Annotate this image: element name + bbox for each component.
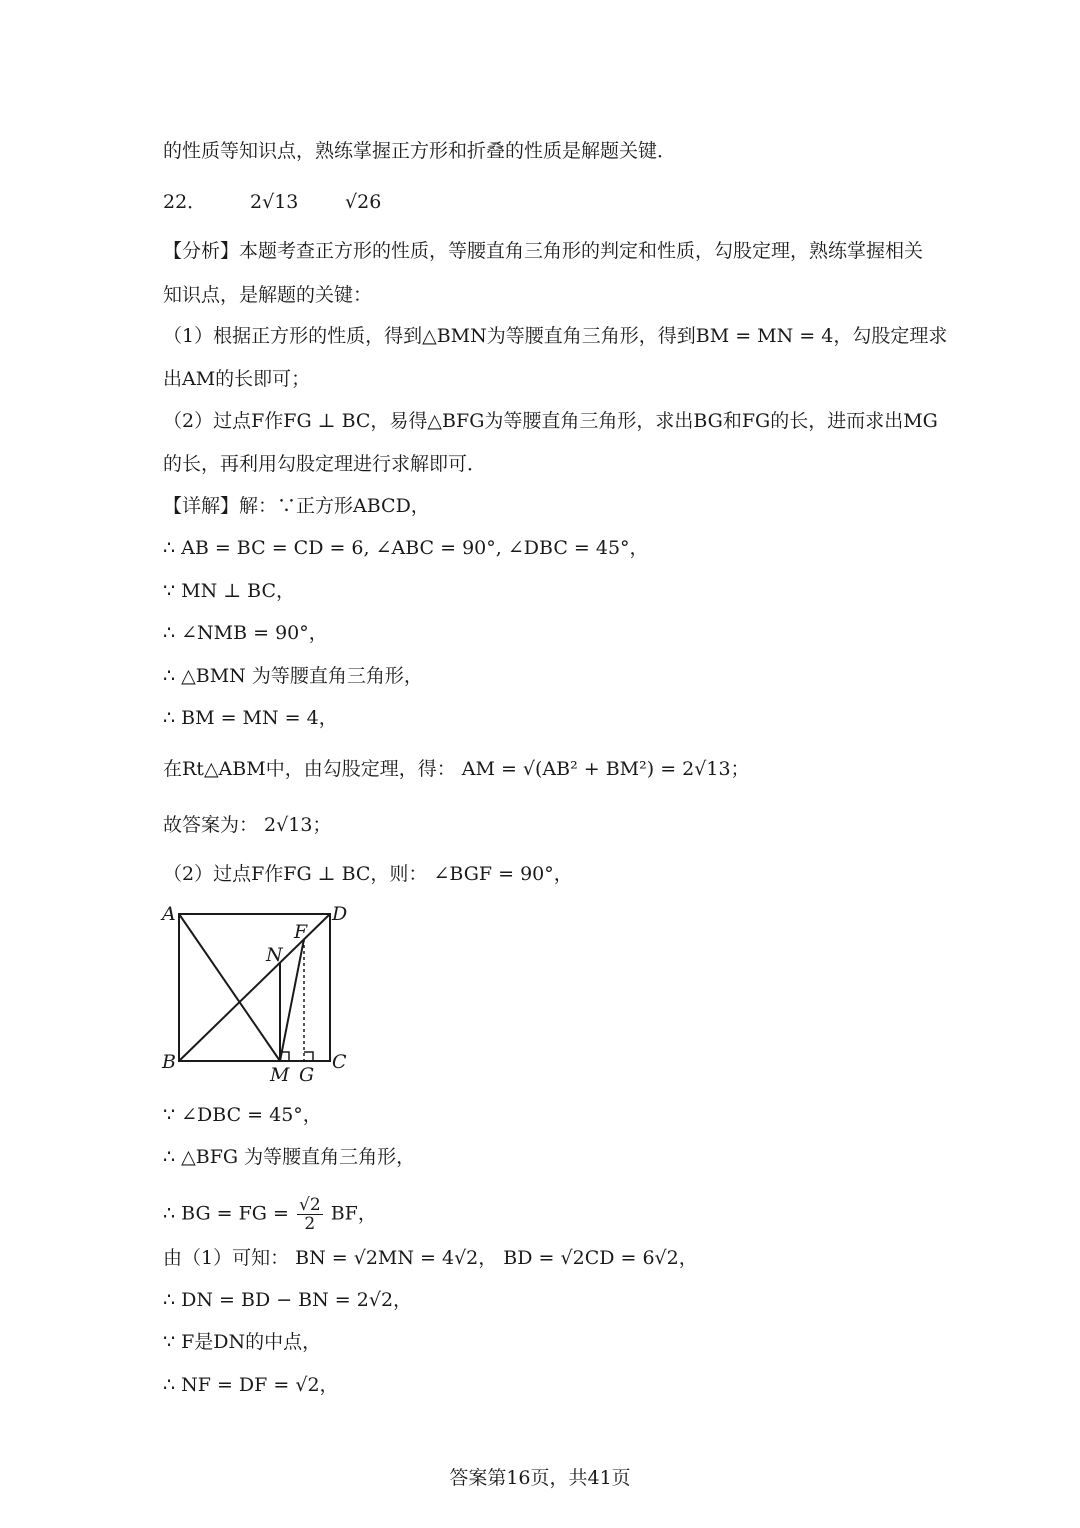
answer-1: 2√13 bbox=[250, 191, 299, 213]
math-line: ∵ ∠DBC = 45°， bbox=[163, 1104, 322, 1126]
math-line-fraction bbox=[163, 1196, 377, 1233]
segment-mf bbox=[280, 939, 304, 1061]
text-line: 的性质等知识点，熟练掌握正方形和折叠的性质是解题关键． bbox=[163, 140, 677, 162]
label-a: A bbox=[162, 903, 176, 925]
text-line: （1）根据正方形的性质，得到△BMN为等腰直角三角形，得到BM = MN = 4，勾股定理求 bbox=[163, 325, 948, 347]
question-number: 22． bbox=[163, 191, 207, 213]
label-b: B bbox=[162, 1051, 176, 1073]
math-line: （2）过点F作FG ⊥ BC，则： ∠BGF = 90°， bbox=[163, 863, 573, 885]
math-line: 在Rt△ABM中，由勾股定理，得： AM = √(AB² + BM²) = 2√13； bbox=[163, 758, 750, 780]
math-line: ∴ DN = BD − BN = 2√2， bbox=[163, 1289, 413, 1311]
math-line: ∴ NF = DF = √2， bbox=[163, 1374, 339, 1396]
math-line: ∵ F是DN的中点， bbox=[163, 1331, 322, 1353]
square-diagram bbox=[158, 898, 358, 1088]
page-footer: 答案第16页，共41页 bbox=[449, 1467, 631, 1489]
math-line: ∴ △BFG 为等腰直角三角形， bbox=[163, 1146, 416, 1168]
label-g: G bbox=[299, 1064, 315, 1086]
math-line: ∴ ∠NMB = 90°， bbox=[163, 622, 328, 644]
label-c: C bbox=[332, 1051, 347, 1073]
math-line: ∴ AB = BC = CD = 6, ∠ABC = 90°, ∠DBC = 45°， bbox=[163, 537, 649, 559]
math-line: ∴ BM = MN = 4， bbox=[163, 707, 338, 729]
label-f: F bbox=[294, 921, 308, 943]
fraction-suffix: BF， bbox=[330, 1202, 377, 1225]
right-angle-mark-g bbox=[304, 1052, 313, 1061]
fraction-numerator: √2 bbox=[299, 1195, 321, 1215]
diagonal-bd bbox=[179, 914, 330, 1061]
analysis-line: 【分析】本题考查正方形的性质，等腰直角三角形的判定和性质，勾股定理，熟练掌握相关 bbox=[163, 240, 924, 262]
text-line: （2）过点F作FG ⊥ BC，易得△BFG为等腰直角三角形，求出BG和FG的长，进而求出MG bbox=[163, 410, 938, 432]
text-line: 出AM的长即可； bbox=[163, 368, 311, 390]
solution-heading: 【详解】解：∵正方形ABCD， bbox=[163, 495, 430, 517]
answer-2: √26 bbox=[345, 191, 382, 213]
math-line: ∵ MN ⊥ BC， bbox=[163, 580, 296, 602]
math-line: 由（1）可知： BN = √2MN = 4√2， BD = √2CD = 6√2， bbox=[163, 1247, 698, 1269]
label-n: N bbox=[266, 944, 283, 966]
label-d: D bbox=[332, 903, 348, 925]
fraction bbox=[297, 1196, 323, 1233]
fraction-prefix: ∴ BG = FG = bbox=[163, 1202, 289, 1225]
text-line: 的长，再利用勾股定理进行求解即可． bbox=[163, 453, 487, 475]
segment-am bbox=[179, 914, 280, 1061]
label-m: M bbox=[270, 1064, 290, 1086]
fraction-denominator: 2 bbox=[304, 1214, 316, 1234]
math-line: 故答案为： 2√13； bbox=[163, 814, 332, 836]
text-line: 知识点，是解题的关键： bbox=[163, 284, 373, 306]
math-line: ∴ △BMN 为等腰直角三角形， bbox=[163, 665, 423, 687]
